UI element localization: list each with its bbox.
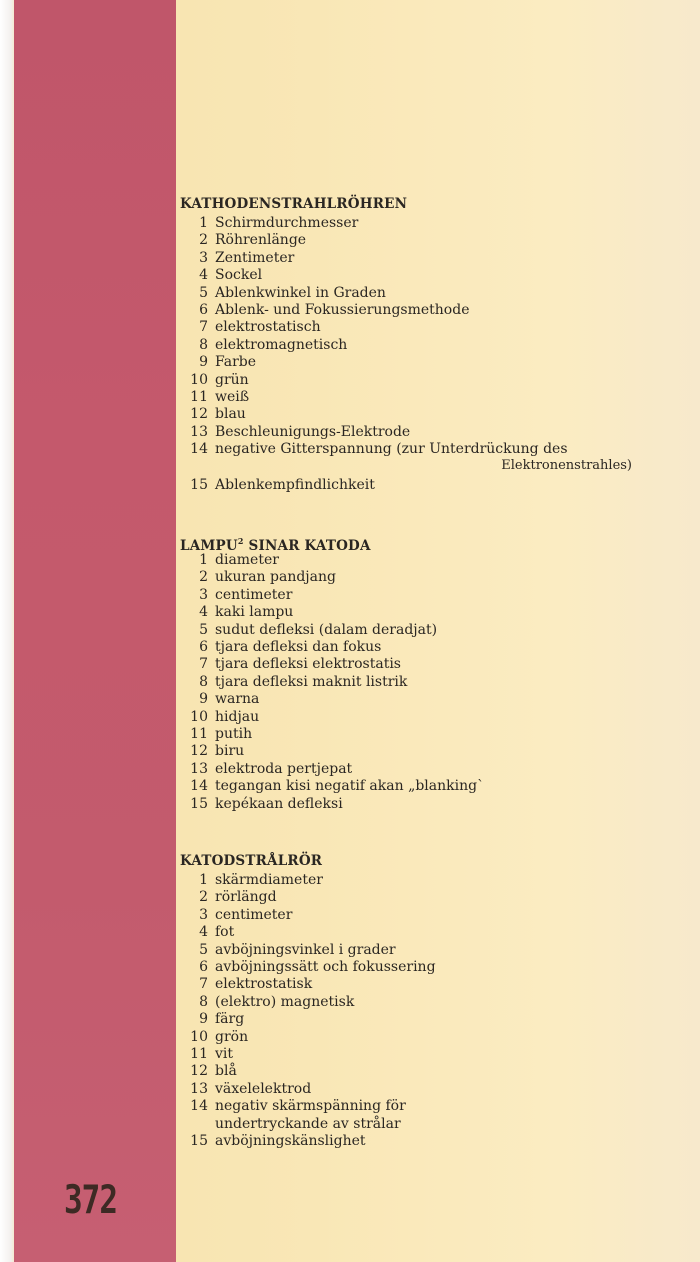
entry-number: 10: [190, 371, 208, 388]
glossary-entry: [180, 872, 650, 889]
entry-term: Röhrenlänge: [215, 232, 307, 249]
entry-number: 2: [199, 232, 208, 249]
entry-term: Ablenkempfindlichkeit: [215, 476, 375, 493]
entry-term: centimeter: [215, 906, 293, 923]
glossary-entry: [180, 250, 650, 267]
glossary-entry: [180, 761, 650, 778]
entry-term: Schirmdurchmesser: [215, 215, 359, 231]
entry-number: 3: [199, 249, 208, 266]
glossary-entry: [180, 319, 650, 336]
entry-number: 14: [190, 441, 208, 458]
entry-number: 4: [199, 924, 208, 941]
glossary-entry: [180, 622, 650, 639]
entry-continuation: undertryckande av strålar: [215, 1115, 401, 1132]
entry-number: 12: [190, 1063, 208, 1080]
entry-number: 1: [199, 215, 208, 231]
entry-number: 11: [190, 389, 208, 406]
entry-number: 9: [199, 1011, 208, 1028]
entry-term: färg: [215, 1011, 245, 1028]
glossary-entry: [180, 232, 650, 249]
entry-term: Farbe: [215, 354, 257, 371]
glossary-entry: [180, 372, 650, 389]
glossary-entry: [180, 552, 650, 569]
entry-number: 6: [199, 639, 208, 656]
entry-term: Ablenkwinkel in Graden: [215, 284, 386, 301]
glossary-entry: [180, 1081, 650, 1098]
entry-term: blå: [215, 1063, 237, 1080]
entry-number: 4: [199, 267, 208, 284]
title-superscript: 2: [237, 536, 244, 546]
entry-term: Sockel: [215, 267, 263, 284]
entry-number: 15: [190, 1133, 208, 1150]
entry-number: 14: [190, 1098, 208, 1115]
entry-list: [180, 215, 650, 494]
glossary-entry: [180, 354, 650, 371]
entry-term: Beschleunigungs-Elektrode: [215, 423, 411, 440]
entry-number: 3: [199, 586, 208, 603]
entry-number: 14: [190, 778, 208, 795]
entry-term: Ablenk- und Fokussierungsmethode: [215, 302, 470, 319]
title-rest: SINAR KATODA: [243, 538, 371, 554]
entry-number: 8: [199, 336, 208, 353]
entry-continuation: Elektronenstrahles): [501, 457, 632, 473]
entry-number: 10: [190, 1028, 208, 1045]
entry-term: Zentimeter: [215, 249, 295, 266]
section-indonesian: [180, 530, 650, 813]
entry-term: tegangan kisi negatif akan „blanking`: [215, 778, 485, 795]
glossary-entry: [180, 337, 650, 354]
entry-number: 15: [190, 795, 208, 812]
entry-number: 15: [190, 476, 208, 493]
glossary-entry: [180, 389, 650, 406]
glossary-entry: [180, 302, 650, 319]
glossary-entry: [180, 1098, 650, 1115]
entry-term: elektromagnetisch: [215, 336, 348, 353]
glossary-entry: [180, 778, 650, 795]
glossary-entry: [180, 1046, 650, 1063]
entry-term: elektroda pertjepat: [215, 760, 353, 777]
entry-number: 2: [199, 569, 208, 586]
glossary-entry: [180, 942, 650, 959]
entry-term: blau: [215, 406, 246, 423]
glossary-column: [180, 0, 650, 1262]
glossary-entry: [180, 994, 650, 1011]
glossary-entry: [180, 796, 650, 813]
entry-term: avböjningsvinkel i grader: [215, 941, 396, 958]
glossary-entry: [180, 639, 650, 656]
glossary-entry: [180, 907, 650, 924]
glossary-entry: [180, 477, 650, 494]
entry-number: 13: [190, 423, 208, 440]
entry-number: 8: [199, 993, 208, 1010]
entry-number: 6: [199, 302, 208, 319]
entry-list: [180, 552, 650, 813]
glossary-entry: [180, 924, 650, 941]
entry-number: 7: [199, 319, 208, 336]
entry-number: 12: [190, 743, 208, 760]
entry-term: skärmdiameter: [215, 872, 323, 888]
section-swedish: [180, 850, 650, 1151]
page-number: 372: [64, 1178, 117, 1223]
glossary-entry: [180, 1063, 650, 1080]
glossary-entry: [180, 691, 650, 708]
entry-number: 12: [190, 406, 208, 423]
glossary-entry: [180, 267, 650, 284]
entry-number: 13: [190, 1080, 208, 1097]
entry-term: negative Gitterspannung (zur Unterdrückung des: [215, 441, 568, 458]
entry-term: vit: [215, 1046, 234, 1063]
entry-term: avböjningssätt och fokussering: [215, 959, 436, 976]
entry-term: warna: [215, 691, 260, 708]
entry-number: 11: [190, 1046, 208, 1063]
entry-number: 5: [199, 941, 208, 958]
glossary-entry: [180, 709, 650, 726]
glossary-entry: [180, 1133, 650, 1150]
entry-term: tjara defleksi elektrostatis: [215, 656, 401, 673]
glossary-entry: [180, 406, 650, 423]
glossary-entry: [180, 674, 650, 691]
entry-number: 11: [190, 726, 208, 743]
glossary-entry: [180, 976, 650, 993]
entry-number: 9: [199, 691, 208, 708]
entry-number: 10: [190, 708, 208, 725]
glossary-entry: [180, 889, 650, 906]
glossary-entry: [180, 424, 650, 441]
entry-list: [180, 872, 650, 1151]
entry-term: avböjningskänslighet: [215, 1133, 366, 1150]
entry-number: 3: [199, 906, 208, 923]
entry-term: negativ skärmspänning för: [215, 1098, 406, 1115]
glossary-entry: [180, 743, 650, 760]
glossary-entry: [180, 604, 650, 621]
entry-term: tjara defleksi maknit listrik: [215, 673, 408, 690]
entry-number: 7: [199, 656, 208, 673]
entry-number: 4: [199, 604, 208, 621]
section-title: KATHODENSTRAHLRÖHREN: [180, 196, 408, 212]
entry-term: kepékaan defleksi: [215, 795, 343, 812]
entry-term: fot: [215, 924, 235, 941]
glossary-entry: [180, 1029, 650, 1046]
entry-number: 9: [199, 354, 208, 371]
entry-term: sudut defleksi (dalam deradjat): [215, 621, 438, 638]
title-main: LAMPU: [180, 538, 238, 554]
entry-term: elektrostatisch: [215, 319, 321, 336]
entry-number: 13: [190, 760, 208, 777]
entry-term: elektrostatisk: [215, 976, 313, 993]
entry-term: grün: [215, 371, 249, 388]
entry-term: grön: [215, 1028, 249, 1045]
entry-number: 5: [199, 284, 208, 301]
entry-term: weiß: [215, 389, 250, 406]
section-title: KATODSTRÅLRÖR: [180, 853, 323, 869]
glossary-entry: [180, 441, 650, 458]
glossary-entry: [180, 215, 650, 232]
entry-term: diameter: [215, 552, 279, 568]
entry-term: rörlängd: [215, 889, 277, 906]
section-title: [180, 530, 650, 552]
entry-number: 8: [199, 673, 208, 690]
entry-number: 2: [199, 889, 208, 906]
entry-number: 1: [199, 872, 208, 888]
entry-term: biru: [215, 743, 245, 760]
glossary-entry: [180, 726, 650, 743]
entry-term: tjara defleksi dan fokus: [215, 639, 382, 656]
entry-term: (elektro) magnetisk: [215, 993, 355, 1010]
entry-number: 1: [199, 552, 208, 568]
entry-number: 6: [199, 959, 208, 976]
glossary-entry: [180, 569, 650, 586]
entry-term: hidjau: [215, 708, 260, 725]
entry-term: kaki lampu: [215, 604, 294, 621]
entry-term: centimeter: [215, 586, 293, 603]
glossary-entry: [180, 656, 650, 673]
entry-number: 5: [199, 621, 208, 638]
entry-number: 7: [199, 976, 208, 993]
section-german: [180, 193, 650, 494]
glossary-entry: [180, 959, 650, 976]
entry-term: putih: [215, 726, 253, 743]
glossary-entry: [180, 1011, 650, 1028]
entry-term: ukuran pandjang: [215, 569, 336, 586]
entry-term: växelelektrod: [215, 1080, 312, 1097]
glossary-entry: [180, 587, 650, 604]
glossary-entry: [180, 285, 650, 302]
margin-color-band: [14, 0, 176, 1262]
